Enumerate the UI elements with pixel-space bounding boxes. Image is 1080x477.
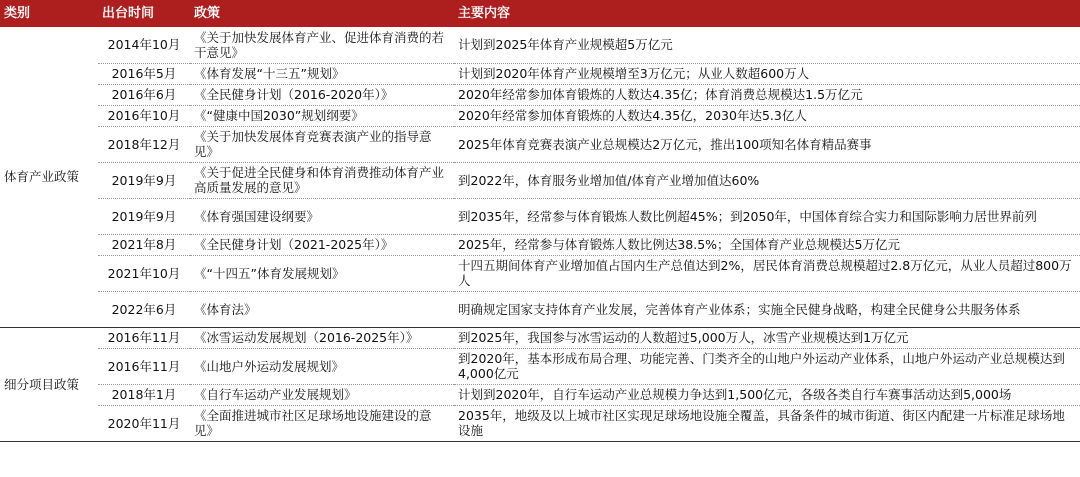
policy-cell: 《关于促进全民健身和体育消费推动体育产业高质量发展的意见》 [190,162,454,198]
header-category: 类别 [0,0,98,27]
table-row [0,348,1080,384]
table-row [0,105,1080,126]
table-body [0,27,1080,441]
content-cell: 到2025年，我国参与冰雪运动的人数超过5,000万人，冰雪产业规模达到1万亿元 [454,327,1080,348]
date-cell: 2020年11月 [98,405,190,441]
date-cell: 2016年6月 [98,84,190,105]
content-cell: 计划到2020年，自行车运动产业总规模力争达到1,500亿元，各级各类自行车赛事活动达到5,000场 [454,384,1080,405]
policy-cell: 《全民健身计划（2016-2020年）》 [190,84,454,105]
date-cell: 2018年1月 [98,384,190,405]
content-cell: 明确规定国家支持体育产业发展，完善体育产业体系；实施全民健身战略，构建全民健身公共服务体系 [454,291,1080,327]
content-cell: 计划到2020年体育产业规模增至3万亿元；从业人数超600万人 [454,63,1080,84]
table-row [0,84,1080,105]
content-cell: 到2035年，经常参与体育锻炼人数比例超45%；到2050年，中国体育综合实力和国际影响力居世界前列 [454,198,1080,234]
date-cell: 2021年10月 [98,255,190,291]
policy-cell: 《自行车运动产业发展规划》 [190,384,454,405]
table-row [0,384,1080,405]
policy-cell: 《“十四五”体育发展规划》 [190,255,454,291]
content-cell: 2020年经常参加体育锻炼的人数达4.35亿，2030年达5.3亿人 [454,105,1080,126]
content-cell: 十四五期间体育产业增加值占国内生产总值达到2%，居民体育消费总规模超过2.8万亿元，从业人员超过800万人 [454,255,1080,291]
table-row [0,327,1080,348]
header-policy: 政策 [190,0,454,27]
table-row [0,234,1080,255]
content-cell: 2035年，地级及以上城市社区实现足球场地设施全覆盖，具备条件的城市街道、街区内配建一片标准足球场地设施 [454,405,1080,441]
date-cell: 2022年6月 [98,291,190,327]
policy-cell: 《体育法》 [190,291,454,327]
policy-cell: 《体育发展“十三五”规划》 [190,63,454,84]
date-cell: 2016年11月 [98,348,190,384]
content-cell: 2020年经常参加体育锻炼的人数达4.35亿；体育消费总规模达1.5万亿元 [454,84,1080,105]
policy-cell: 《山地户外运动发展规划》 [190,348,454,384]
policy-cell: 《关于加快发展体育竞赛表演产业的指导意见》 [190,126,454,162]
table-header-row [0,0,1080,27]
table-row [0,198,1080,234]
date-cell: 2016年5月 [98,63,190,84]
date-cell: 2016年10月 [98,105,190,126]
table-row [0,255,1080,291]
content-cell: 到2022年，体育服务业增加值/体育产业增加值达60% [454,162,1080,198]
policy-cell: 《全面推进城市社区足球场地设施建设的意见》 [190,405,454,441]
date-cell: 2019年9月 [98,162,190,198]
table-row [0,63,1080,84]
date-cell: 2021年8月 [98,234,190,255]
table-row [0,27,1080,63]
header-date: 出台时间 [98,0,190,27]
policy-cell: 《体育强国建设纲要》 [190,198,454,234]
table-row [0,291,1080,327]
table-row [0,405,1080,441]
date-cell: 2016年11月 [98,327,190,348]
policy-cell: 《关于加快发展体育产业、促进体育消费的若干意见》 [190,27,454,63]
content-cell: 2025年，经常参与体育锻炼人数比例达38.5%；全国体育产业总规模达5万亿元 [454,234,1080,255]
table-row [0,162,1080,198]
policy-cell: 《冰雪运动发展规划（2016-2025年）》 [190,327,454,348]
policy-cell: 《“健康中国2030”规划纲要》 [190,105,454,126]
content-cell: 计划到2025年体育产业规模超5万亿元 [454,27,1080,63]
date-cell: 2018年12月 [98,126,190,162]
category-cell: 细分项目政策 [0,327,98,441]
header-content: 主要内容 [454,0,1080,27]
content-cell: 2025年体育竞赛表演产业总规模达2万亿元，推出100项知名体育精品赛事 [454,126,1080,162]
date-cell: 2019年9月 [98,198,190,234]
content-cell: 到2020年，基本形成布局合理、功能完善、门类齐全的山地户外运动产业体系，山地户外运动产业总规模达到4,000亿元 [454,348,1080,384]
category-cell: 体育产业政策 [0,27,98,327]
table-row [0,126,1080,162]
policy-cell: 《全民健身计划（2021-2025年）》 [190,234,454,255]
date-cell: 2014年10月 [98,27,190,63]
